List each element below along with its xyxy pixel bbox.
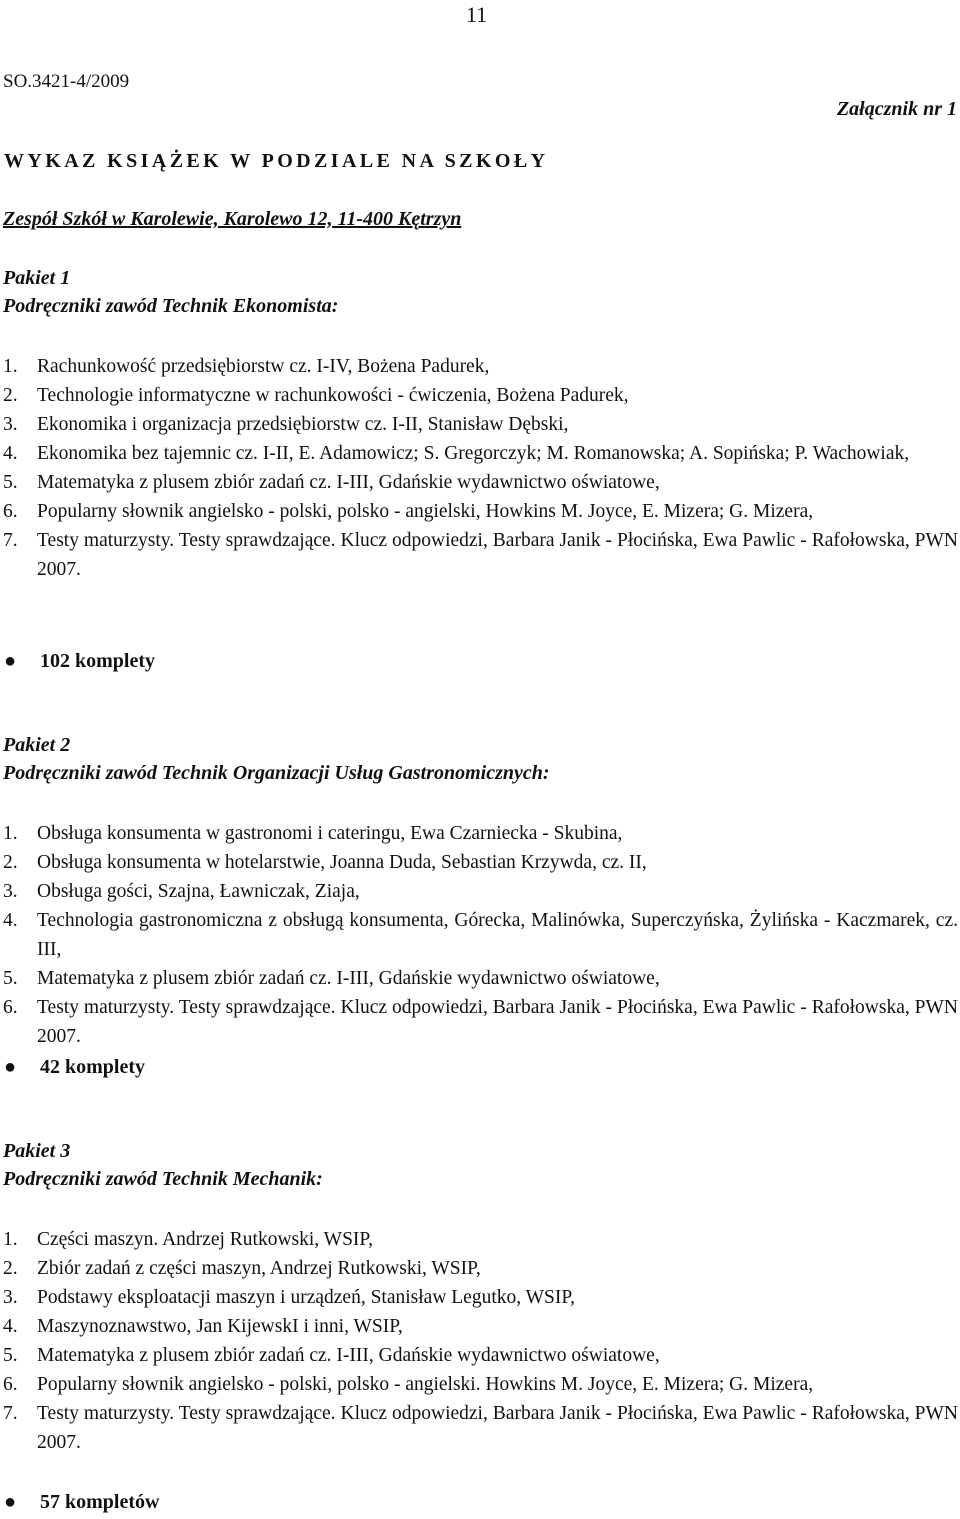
main-title: WYKAZ KSIĄŻEK W PODZIALE NA SZKOŁY [4, 150, 549, 172]
book-text: Testy maturzysty. Testy sprawdzające. Klucz odpowiedzi, Barbara Janik - Płocińska, Ewa Pawlic - Rafołowska, PWN 2007. [37, 997, 958, 1047]
book-item [0, 848, 958, 877]
book-number: 1. [3, 823, 18, 844]
book-item [0, 352, 958, 381]
annex-label: Załącznik nr 1 [836, 98, 957, 120]
set-count [4, 1056, 145, 1079]
book-item [0, 1283, 958, 1312]
book-item [0, 468, 958, 497]
book-text: Technologia gastronomiczna z obsługą konsumenta, Górecka, Malinówka, Superczyńska, Żylińska - Kaczmarek, cz. III, [37, 910, 958, 960]
set-count-text: 42 komplety [40, 1056, 145, 1078]
book-item [0, 1399, 958, 1457]
book-text: Testy maturzysty. Testy sprawdzające. Klucz odpowiedzi, Barbara Janik - Płocińska, Ewa Pawlic - Rafołowska, PWN 2007. [37, 530, 958, 580]
book-text: Ekonomika i organizacja przedsiębiorstw cz. I-II, Stanisław Dębski, [37, 414, 569, 435]
set-count [4, 1491, 160, 1514]
book-number: 6. [3, 997, 18, 1018]
package-title: Pakiet 1 [3, 267, 71, 289]
book-text: Obsługa konsumenta w gastronomi i cateringu, Ewa Czarniecka - Skubina, [37, 823, 623, 844]
book-item [0, 1370, 958, 1399]
book-number: 3. [3, 881, 18, 902]
book-number: 2. [3, 852, 18, 873]
package-title: Pakiet 3 [3, 1140, 71, 1162]
book-text: Testy maturzysty. Testy sprawdzające. Klucz odpowiedzi, Barbara Janik - Płocińska, Ewa Pawlic - Rafołowska, PWN 2007. [37, 1403, 958, 1453]
bullet-icon: ● [4, 650, 17, 672]
bullet-icon: ● [4, 1491, 17, 1513]
book-number: 4. [3, 443, 18, 464]
book-text: Matematyka z plusem zbiór zadań cz. I-III, Gdańskie wydawnictwo oświatowe, [37, 1345, 660, 1366]
book-list [0, 352, 958, 584]
set-count-text: 57 kompletów [40, 1491, 160, 1513]
package-subtitle: Podręczniki zawód Technik Mechanik: [3, 1168, 323, 1190]
book-text: Popularny słownik angielsko - polski, polsko - angielski, Howkins M. Joyce, E. Mizera; G. Mizera, [37, 501, 814, 522]
book-number: 7. [3, 530, 18, 551]
book-item [0, 877, 958, 906]
book-text: Popularny słownik angielsko - polski, polsko - angielski. Howkins M. Joyce, E. Mizera; G. Mizera, [37, 1374, 814, 1395]
book-item [0, 906, 958, 964]
book-item [0, 1225, 958, 1254]
book-number: 5. [3, 1345, 18, 1366]
book-number: 5. [3, 968, 18, 989]
book-text: Matematyka z plusem zbiór zadań cz. I-III, Gdańskie wydawnictwo oświatowe, [37, 968, 660, 989]
book-number: 6. [3, 501, 18, 522]
book-number: 2. [3, 1258, 18, 1279]
book-item [0, 993, 958, 1051]
book-text: Rachunkowość przedsiębiorstw cz. I-IV, Bożena Padurek, [37, 356, 490, 377]
book-item [0, 497, 958, 526]
book-item [0, 819, 958, 848]
page-number: 11 [466, 2, 488, 27]
book-item [0, 1312, 958, 1341]
book-list [0, 1225, 958, 1457]
book-text: Technologie informatyczne w rachunkowości - ćwiczenia, Bożena Padurek, [37, 385, 629, 406]
book-text: Matematyka z plusem zbiór zadań cz. I-III, Gdańskie wydawnictwo oświatowe, [37, 472, 660, 493]
book-item [0, 1341, 958, 1370]
document-code: SO.3421-4/2009 [3, 71, 130, 92]
package-title: Pakiet 2 [3, 734, 71, 756]
book-number: 1. [3, 356, 18, 377]
book-text: Obsługa konsumenta w hotelarstwie, Joanna Duda, Sebastian Krzywda, cz. II, [37, 852, 647, 873]
book-text: Obsługa gości, Szajna, Ławniczak, Ziaja, [37, 881, 360, 902]
book-number: 3. [3, 1287, 18, 1308]
package-subtitle: Podręczniki zawód Technik Ekonomista: [3, 295, 339, 317]
set-count-text: 102 komplety [40, 650, 155, 672]
book-number: 6. [3, 1374, 18, 1395]
book-text: Zbiór zadań z części maszyn, Andrzej Rutkowski, WSIP, [37, 1258, 481, 1279]
book-number: 7. [3, 1403, 18, 1424]
book-number: 4. [3, 910, 18, 931]
book-text: Ekonomika bez tajemnic cz. I-II, E. Adamowicz; S. Gregorczyk; M. Romanowska; A. Sopińska; P. Wachowiak, [37, 443, 910, 464]
set-count [4, 650, 155, 673]
book-item [0, 439, 958, 468]
book-item [0, 381, 958, 410]
book-item [0, 964, 958, 993]
book-number: 5. [3, 472, 18, 493]
book-list [0, 819, 958, 1051]
package-subtitle: Podręczniki zawód Technik Organizacji Usług Gastronomicznych: [3, 762, 550, 784]
book-text: Podstawy eksploatacji maszyn i urządzeń, Stanisław Legutko, WSIP, [37, 1287, 575, 1308]
book-text: Maszynoznawstwo, Jan KijewskI i inni, WSIP, [37, 1316, 403, 1337]
book-number: 3. [3, 414, 18, 435]
book-number: 2. [3, 385, 18, 406]
book-number: 1. [3, 1229, 18, 1250]
book-text: Części maszyn. Andrzej Rutkowski, WSIP, [37, 1229, 373, 1250]
bullet-icon: ● [4, 1056, 17, 1078]
book-number: 4. [3, 1316, 18, 1337]
book-item [0, 526, 958, 584]
book-item [0, 410, 958, 439]
school-heading: Zespół Szkół w Karolewie, Karolewo 12, 11-400 Kętrzyn [3, 208, 462, 230]
book-item [0, 1254, 958, 1283]
